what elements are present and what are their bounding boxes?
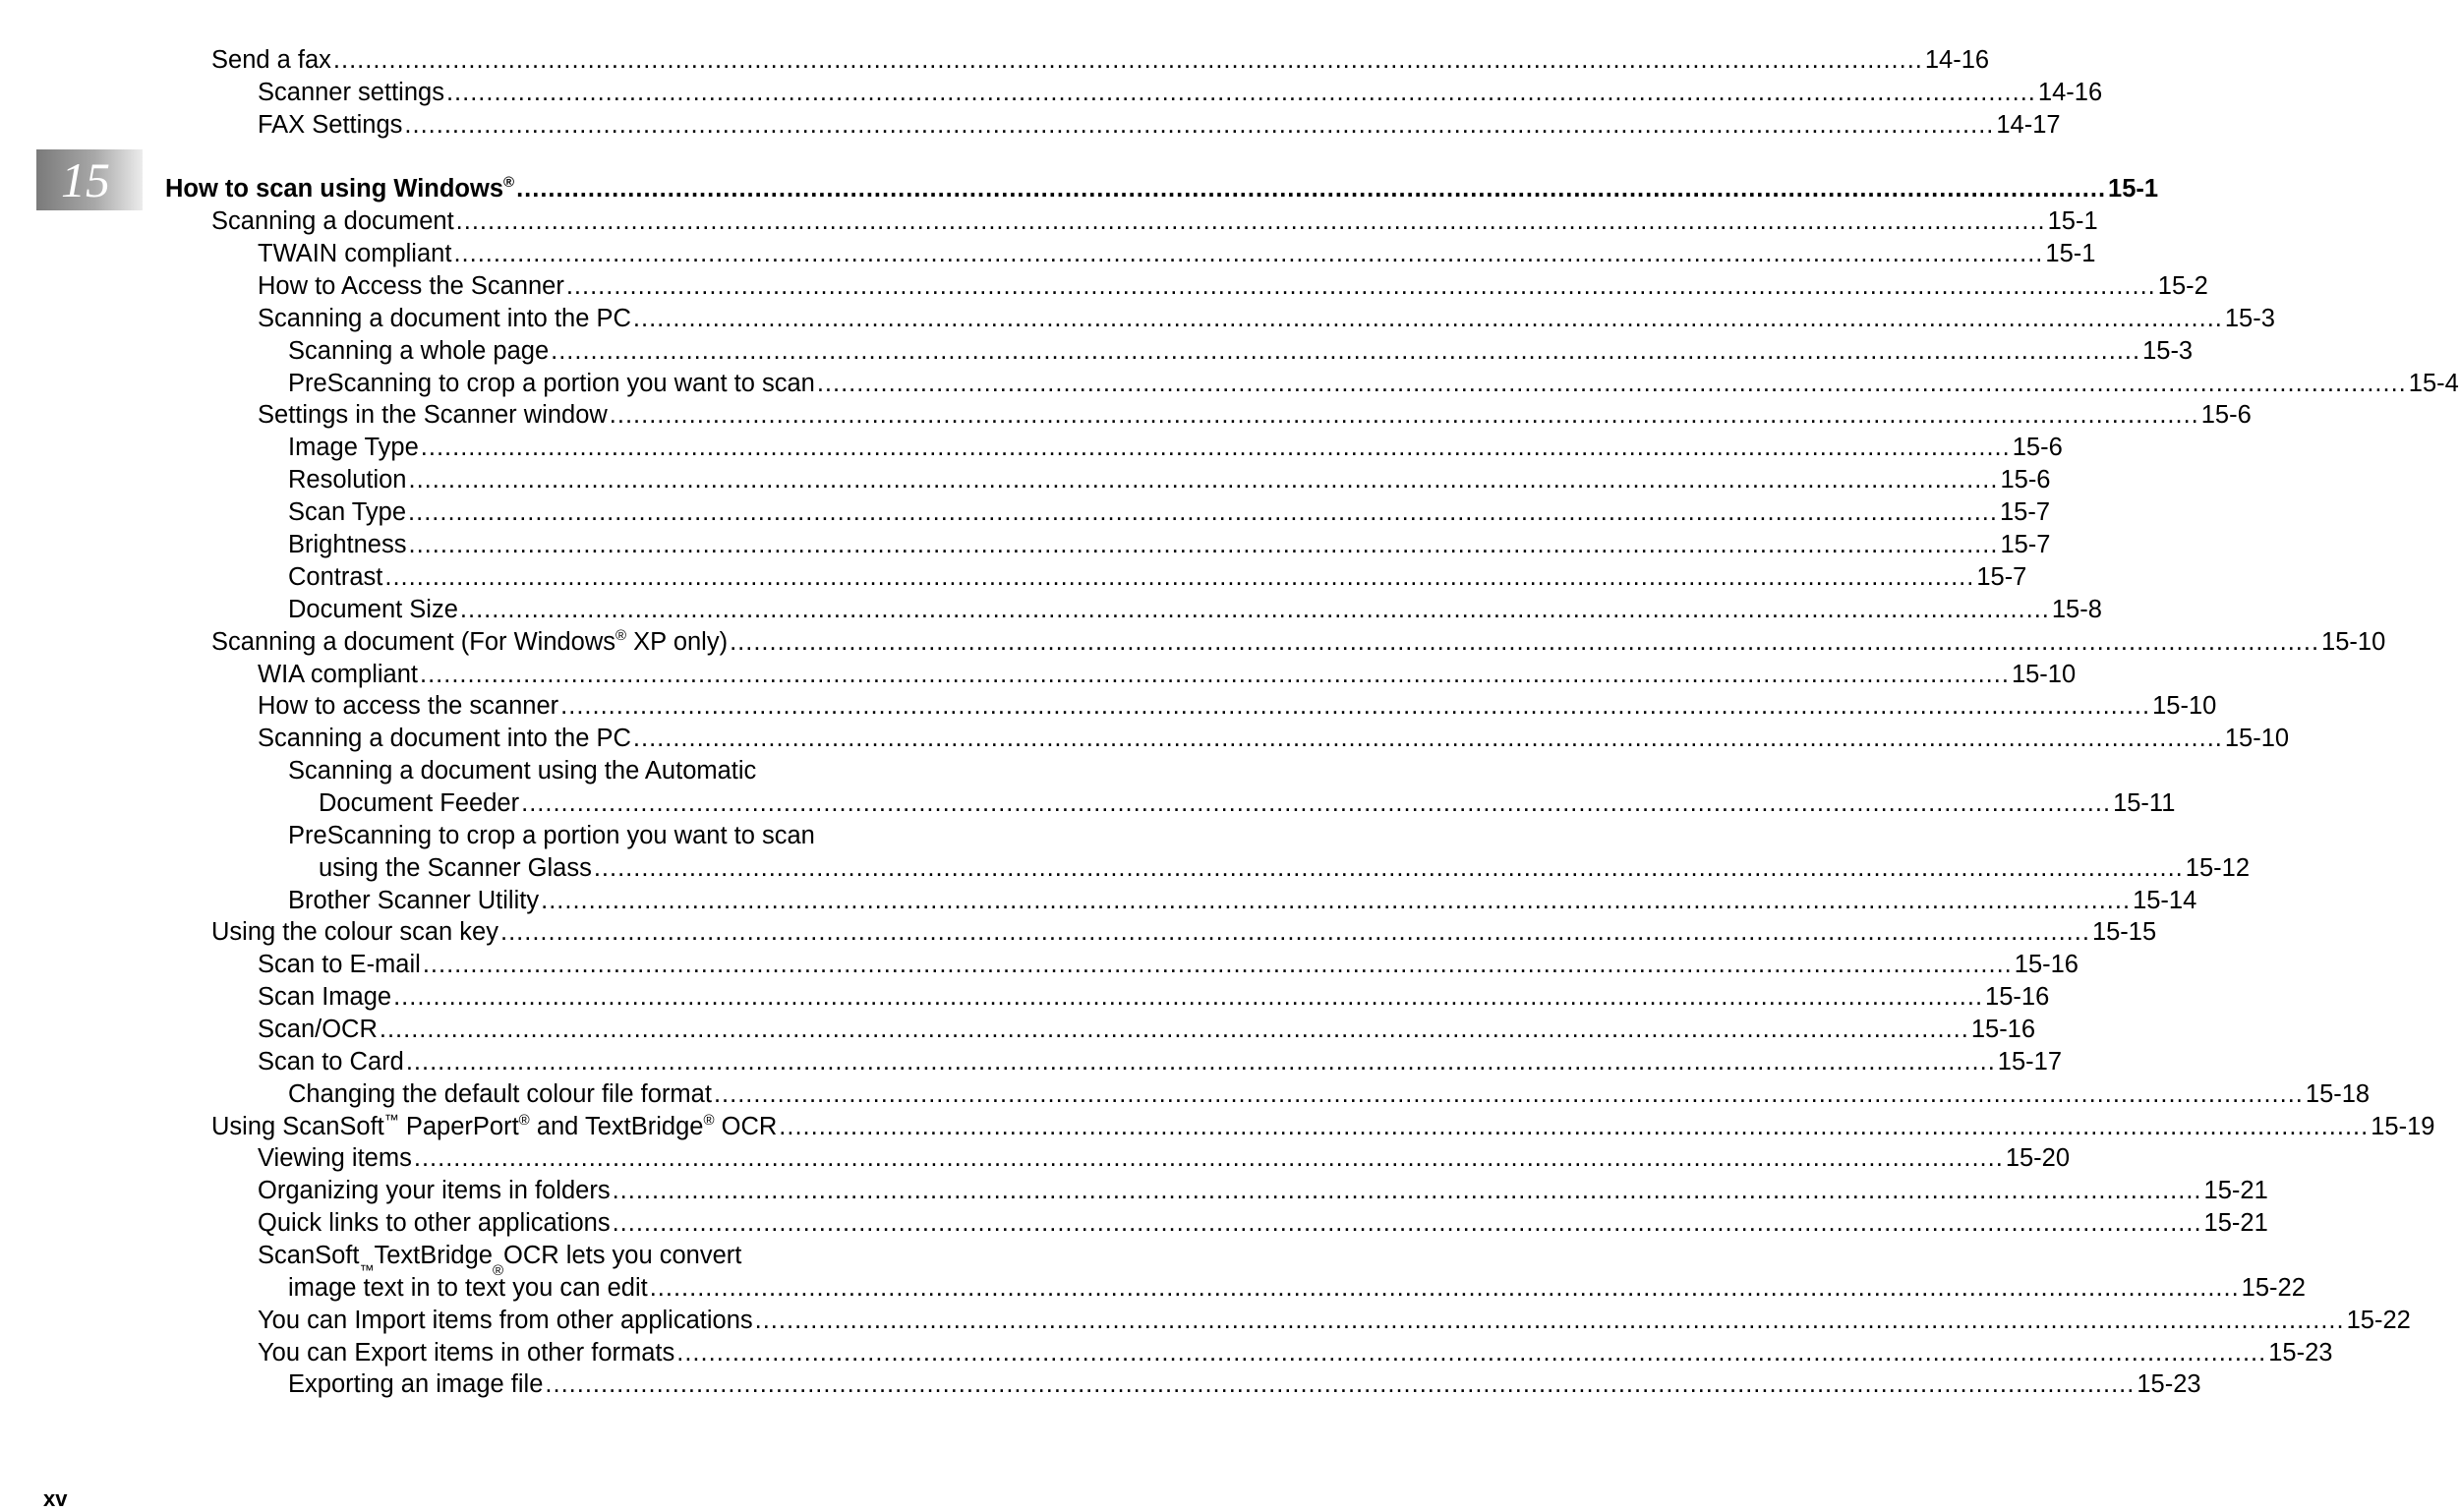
dot-leader: ........................................................................................................................................................................................................ [730, 628, 2320, 656]
toc-entry-title: Organizing your items in folders [258, 1177, 611, 1204]
toc-entry-page: 15-15 [2091, 918, 2157, 946]
toc-entry-page: 15-7 [1999, 498, 2051, 526]
toc-entry-page: 15-20 [2005, 1144, 2071, 1172]
toc-entry[interactable] [288, 884, 2197, 916]
dot-leader: ........................................................................................................................................................................................................ [445, 79, 2036, 106]
toc-entry-page: 15-7 [1976, 563, 2027, 591]
toc-entry[interactable] [258, 722, 2290, 754]
toc-entry[interactable] [211, 43, 1990, 76]
toc-entry[interactable] [258, 980, 2050, 1013]
toc-entry-title: Send a fax [211, 46, 331, 74]
toc-entry-title: You can Export items in other formats [258, 1339, 675, 1367]
toc-entry[interactable] [258, 1174, 2268, 1206]
dot-leader: ........................................................................................................................................................................................................ [405, 1048, 1996, 1076]
toc-entry[interactable] [288, 463, 2051, 495]
toc-entry-page: 15-22 [2346, 1307, 2411, 1334]
toc-entry-title: Brother Scanner Utility [288, 887, 540, 914]
toc-entry-title: Using the colour scan key [211, 918, 498, 946]
toc-entry-title: Scan to Card [258, 1048, 404, 1076]
dot-leader: ........................................................................................................................................................................................................ [612, 1209, 2202, 1237]
dot-leader: ........................................................................................................................................................................................................ [459, 596, 2050, 623]
dot-leader: ........................................................................................................................................................................................................ [612, 1177, 2202, 1204]
toc-entry-title: Scan Type [288, 498, 407, 526]
dot-leader: ........................................................................................................................................................................................................ [408, 466, 1999, 494]
toc-entry-page: 15-19 [2371, 1113, 2435, 1140]
dot-leader: ........................................................................................................................................................................................................ [551, 337, 2141, 365]
toc-entry-page: 15-6 [2000, 466, 2051, 494]
toc-entry[interactable] [258, 689, 2217, 722]
toc-chapter-heading[interactable] [165, 172, 2159, 204]
toc-entry-title: Scanning a document into the PC [258, 725, 631, 752]
toc-entry-title: Viewing items [258, 1144, 412, 1172]
toc-entry-title: Scanning a document [211, 207, 454, 235]
toc-entry-title: Scanner settings [258, 79, 444, 106]
toc-entry-page: 15-8 [2051, 596, 2102, 623]
toc-entry-title: Image Type [288, 434, 419, 461]
dot-leader: ........................................................................................................................................................................................................ [649, 1274, 2240, 1302]
toc-entry-title: Scanning a whole page [288, 337, 550, 365]
toc-entry-title: PreScanning to crop a portion you want to scan [288, 370, 815, 397]
toc-entry-title: image text in to text you can edit [288, 1274, 648, 1302]
toc-entry[interactable] [211, 915, 2157, 948]
toc-entry-page: 15-4 [2408, 370, 2459, 397]
toc-entry[interactable] [288, 334, 2194, 367]
toc-entry[interactable] [211, 1110, 2435, 1142]
toc-entry[interactable] [288, 528, 2051, 560]
dot-leader: ........................................................................................................................................................................................................ [455, 207, 2046, 235]
toc-entry-title: Scan/OCR [258, 1016, 378, 1043]
toc-entry-page: 15-17 [1997, 1048, 2063, 1076]
dot-leader: ........................................................................................................................................................................................................ [816, 370, 2407, 397]
dot-leader: ........................................................................................................................................................................................................ [422, 951, 2013, 978]
toc-entry[interactable] [288, 593, 2102, 625]
toc-entry[interactable] [258, 948, 2078, 980]
toc-entry[interactable] [258, 1206, 2268, 1239]
toc-entry-title: How to access the scanner [258, 692, 559, 720]
toc-entry[interactable] [258, 237, 2096, 269]
dot-leader: ........................................................................................................................................................................................................ [779, 1113, 2370, 1140]
toc-entry-title: Document Feeder [319, 789, 520, 817]
toc-entry-page: 15-10 [2321, 628, 2386, 656]
dot-leader: ........................................................................................................................................................................................................ [453, 240, 2044, 267]
dot-leader: ........................................................................................................................................................................................................ [632, 725, 2223, 752]
toc-entry-page: 15-21 [2203, 1209, 2268, 1237]
dot-leader: ........................................................................................................................................................................................................ [384, 563, 1975, 591]
toc-entry[interactable] [288, 560, 2027, 593]
toc-entry[interactable] [288, 431, 2063, 463]
toc-entry[interactable] [258, 302, 2275, 334]
toc-entry[interactable] [258, 1336, 2333, 1368]
toc-entry[interactable] [288, 1271, 2306, 1304]
dot-leader: ........................................................................................................................................................................................................ [420, 434, 2011, 461]
toc-entry-page: 15-2 [2157, 272, 2208, 300]
dot-leader: ........................................................................................................................................................................................................ [713, 1080, 2304, 1108]
toc-entry-title: Scanning a document (For Windows® XP only) [211, 627, 729, 656]
toc-entry-page: 15-14 [2133, 887, 2197, 914]
toc-entry[interactable] [258, 658, 2077, 690]
toc-entry[interactable] [258, 269, 2208, 302]
toc-entry-title: Exporting an image file [288, 1370, 544, 1398]
toc-entry[interactable] [258, 1304, 2411, 1336]
dot-leader: ........................................................................................................................................................................................................ [332, 46, 1923, 74]
toc-entry-title: You can Import items from other applications [258, 1307, 753, 1334]
dot-leader: ........................................................................................................................................................................................................ [404, 111, 1995, 139]
toc-entry-title: Scanning a document into the PC [258, 305, 631, 332]
toc-entry-title: TWAIN compliant [258, 240, 452, 267]
chapter-number: 15 [61, 152, 110, 207]
toc-entry-page: 15-1 [2108, 175, 2159, 203]
dot-leader: ........................................................................................................................................................................................................ [541, 887, 2132, 914]
toc-entry-title: Changing the default colour file format [288, 1080, 712, 1108]
toc-entry[interactable] [288, 1367, 2201, 1400]
toc-entry[interactable] [319, 786, 2176, 819]
toc-entry-title: Scan Image [258, 983, 392, 1011]
toc-entry-page: 15-11 [2113, 789, 2176, 817]
page-number: xv [43, 1486, 68, 1511]
toc-entry-page: 15-23 [2137, 1370, 2201, 1398]
dot-leader: ........................................................................................................................................................................................................ [521, 789, 2112, 817]
toc-entry-page: 15-18 [2305, 1080, 2371, 1108]
dot-leader: ........................................................................................................................................................................................................ [413, 1144, 2004, 1172]
toc-entry-page: 15-6 [2012, 434, 2063, 461]
toc-entry-title: Settings in the Scanner window [258, 401, 608, 429]
toc-entry-page: 15-6 [2200, 401, 2252, 429]
toc-entry[interactable] [288, 367, 2459, 399]
toc-entry[interactable] [211, 204, 2098, 237]
dot-leader: ........................................................................................................................................................................................................ [632, 305, 2223, 332]
dot-leader: ........................................................................................................................................................................................................ [419, 661, 2010, 688]
dot-leader: ........................................................................................................................................................................................................ [499, 918, 2090, 946]
toc-entry-page: 15-3 [2142, 337, 2194, 365]
toc-entry[interactable] [258, 1045, 2063, 1077]
toc-entry[interactable] [258, 398, 2252, 431]
toc-entry-page: 15-10 [2011, 661, 2077, 688]
dot-leader: ........................................................................................................................................................................................................ [408, 498, 1998, 526]
toc-entry-page: 15-1 [2045, 240, 2096, 267]
toc-entry-title: FAX Settings [258, 111, 403, 139]
dot-leader: ........................................................................................................................................................................................................ [754, 1307, 2345, 1334]
toc-entry[interactable] [319, 851, 2251, 884]
toc-entry-title: How to scan using Windows® [165, 174, 515, 203]
toc-entry-title: Resolution [288, 466, 407, 494]
toc-entry-first-line: PreScanning to crop a portion you want to scan [288, 822, 815, 849]
dot-leader: ........................................................................................................................................................................................................ [545, 1370, 2136, 1398]
dot-leader: ........................................................................................................................................................................................................ [609, 401, 2199, 429]
toc-entry-page: 14-16 [2037, 79, 2103, 106]
toc-entry-page: 14-17 [1996, 111, 2061, 139]
toc-entry-title: Brightness [288, 531, 407, 558]
toc-entry-page: 15-1 [2047, 207, 2098, 235]
dot-leader: ........................................................................................................................................................................................................ [393, 983, 1984, 1011]
toc-entry[interactable] [211, 625, 2386, 658]
toc-entry-title: Using ScanSoft™ PaperPort® and TextBridge® OCR [211, 1112, 778, 1140]
dot-leader: ........................................................................................................................................................................................................ [676, 1339, 2267, 1367]
toc-entry-page: 15-23 [2268, 1339, 2333, 1367]
dot-leader: ........................................................................................................................................................................................................ [565, 272, 2156, 300]
dot-leader: ........................................................................................................................................................................................................ [516, 175, 2107, 203]
toc-entry[interactable] [288, 495, 2051, 528]
toc-entry-title: Quick links to other applications [258, 1209, 611, 1237]
dot-leader: ........................................................................................................................................................................................................ [593, 854, 2184, 882]
toc-entry-first-line: ScanSoft ™ TextBridge ® OCR lets you convert [258, 1242, 742, 1279]
toc-entry[interactable] [288, 1077, 2371, 1110]
dot-leader: ........................................................................................................................................................................................................ [560, 692, 2151, 720]
toc-entry[interactable] [258, 1141, 2071, 1174]
toc-entry-page: 15-16 [1970, 1016, 2036, 1043]
toc-entry-page: 15-12 [2185, 854, 2251, 882]
toc-entry-page: 15-10 [2152, 692, 2217, 720]
toc-entry-title: using the Scanner Glass [319, 854, 592, 882]
toc-entry-title: WIA compliant [258, 661, 418, 688]
toc-entry-title: How to Access the Scanner [258, 272, 564, 300]
toc-entry-page: 15-3 [2224, 305, 2275, 332]
toc-entry-page: 15-21 [2203, 1177, 2268, 1204]
toc-entry[interactable] [258, 108, 2061, 141]
toc-entry-page: 15-16 [2014, 951, 2078, 978]
toc-entry-page: 15-22 [2241, 1274, 2306, 1302]
toc-entry-title: Contrast [288, 563, 383, 591]
dot-leader: ........................................................................................................................................................................................................ [408, 531, 1999, 558]
toc-entry[interactable] [258, 76, 2103, 108]
toc-entry-page: 15-7 [2000, 531, 2051, 558]
toc-entry-title: Document Size [288, 596, 458, 623]
toc-entry-page: 15-10 [2224, 725, 2290, 752]
toc-entry-title: Scan to E-mail [258, 951, 421, 978]
dot-leader: ........................................................................................................................................................................................................ [379, 1016, 1969, 1043]
toc-entry-page: 15-16 [1985, 983, 2050, 1011]
toc-entry[interactable] [258, 1013, 2036, 1045]
toc-entry-page: 14-16 [1924, 46, 1990, 74]
toc-entry-first-line: Scanning a document using the Automatic [288, 757, 757, 785]
